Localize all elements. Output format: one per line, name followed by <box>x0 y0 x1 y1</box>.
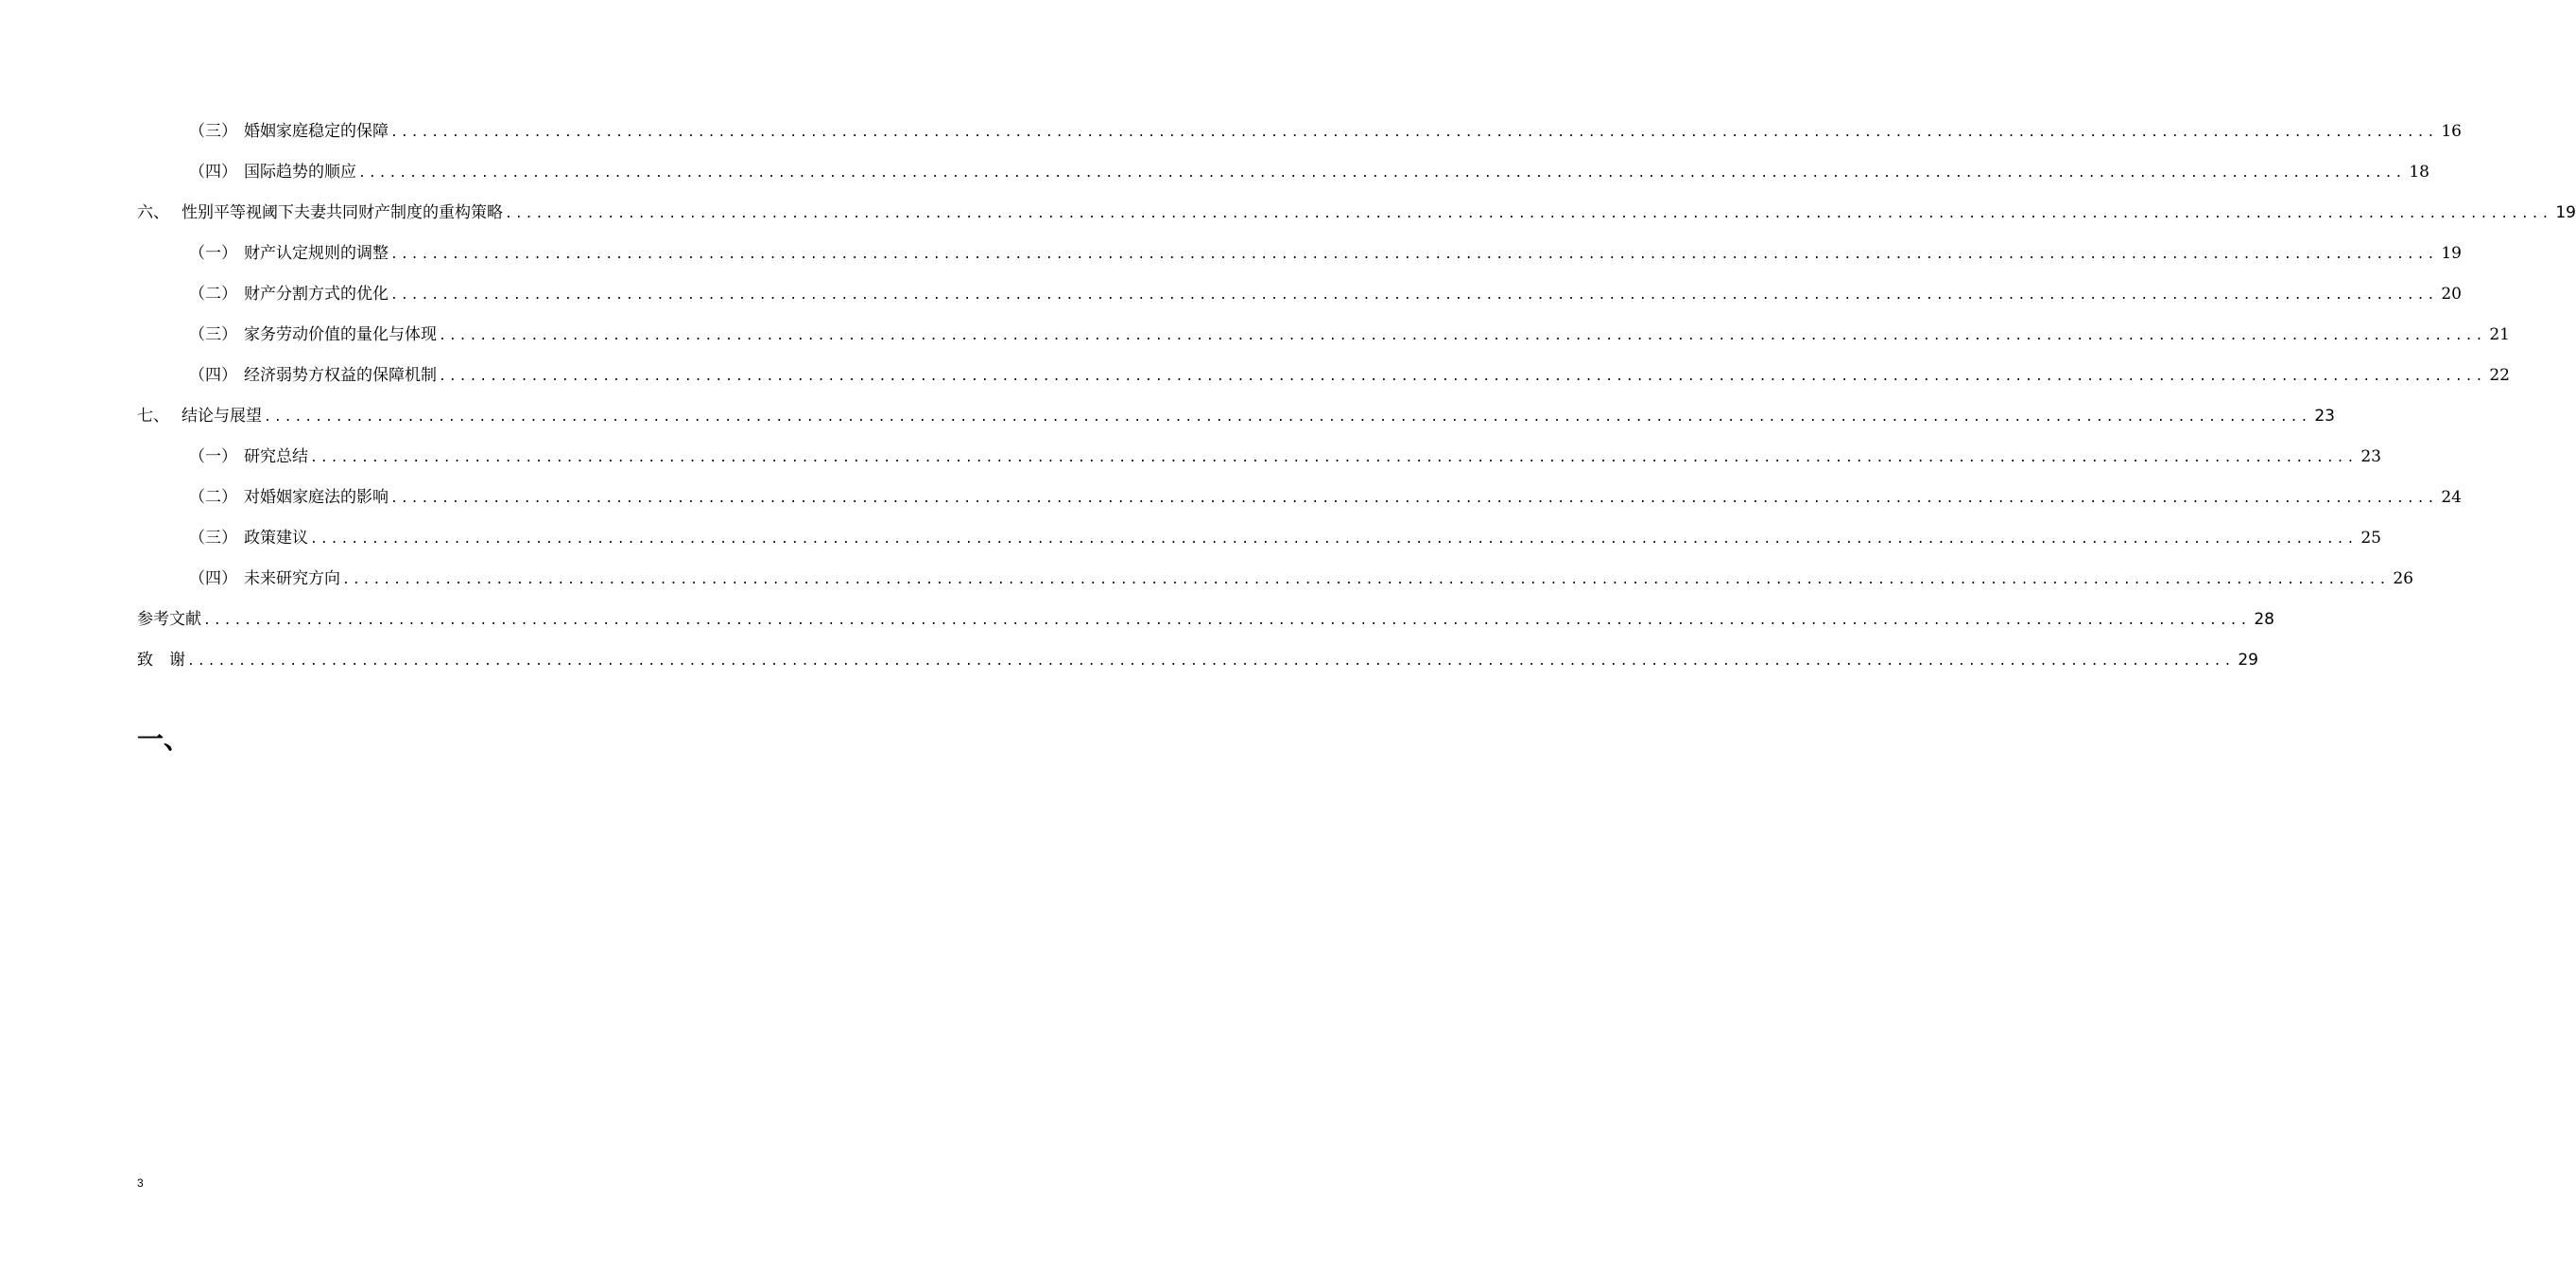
toc-entry[interactable] <box>137 234 2462 274</box>
toc-entry-number: （一） <box>189 447 237 466</box>
toc-entry[interactable] <box>137 518 2381 559</box>
toc-entry-number: （二） <box>189 285 237 304</box>
toc-dot-leader: ........................................................................................................................................................................................................ <box>390 288 2438 303</box>
toc-entry[interactable] <box>137 356 2510 396</box>
toc-entry-page: 21 <box>2489 325 2510 344</box>
toc-entry-title: 财产分割方式的优化 <box>244 285 389 304</box>
toc-entry-title: 未来研究方向 <box>244 569 340 588</box>
toc-dot-leader: ........................................................................................................................................................................................................ <box>439 329 2486 343</box>
toc-entry-number: （四） <box>189 163 237 182</box>
toc-entry[interactable] <box>137 112 2462 152</box>
toc-dot-leader: ........................................................................................................................................................................................................ <box>310 532 2358 547</box>
toc-entry[interactable] <box>137 396 2335 437</box>
toc-entry-title: 财产认定规则的调整 <box>244 244 389 263</box>
toc-entry-number: 六、 <box>137 203 169 222</box>
toc-entry-page: 24 <box>2441 488 2462 507</box>
toc-dot-leader: ........................................................................................................................................................................................................ <box>310 451 2358 465</box>
toc-entry[interactable] <box>137 559 2413 600</box>
toc-dot-leader: ........................................................................................................................................................................................................ <box>390 492 2438 506</box>
toc-dot-leader: ........................................................................................................................................................................................................ <box>187 654 2235 669</box>
toc-entry-title: 经济弱势方权益的保障机制 <box>244 366 437 385</box>
toc-entry-page: 18 <box>2409 163 2429 182</box>
toc-entry-number: 七、 <box>137 407 169 426</box>
toc-entry-title: 参考文献 <box>137 610 201 629</box>
toc-entry-title: 致 谢 <box>137 651 185 670</box>
toc-dot-leader: ........................................................................................................................................................................................................ <box>203 614 2251 628</box>
toc-entry[interactable] <box>137 274 2462 315</box>
toc-entry[interactable] <box>137 437 2381 478</box>
toc-entry-title: 性别平等视阈下夫妻共同财产制度的重构策略 <box>182 203 503 222</box>
toc-entry-title: 对婚姻家庭法的影响 <box>244 488 389 507</box>
toc-entry-page: 29 <box>2238 651 2258 670</box>
toc-entry-page: 23 <box>2314 407 2335 426</box>
toc-entry-number: （四） <box>189 569 237 588</box>
toc-entry-page: 22 <box>2489 366 2510 385</box>
toc-dot-leader: ........................................................................................................................................................................................................ <box>390 248 2438 262</box>
toc-entry-number: （三） <box>189 325 237 344</box>
toc-entry-page: 19 <box>2555 203 2576 222</box>
toc-dot-leader: ........................................................................................................................................................................................................ <box>390 126 2438 140</box>
toc-entry-page: 16 <box>2441 122 2462 141</box>
toc-entry-number: （三） <box>189 122 237 141</box>
toc-entry-page: 23 <box>2360 447 2381 466</box>
toc-entry[interactable] <box>137 315 2510 356</box>
toc-dot-leader: ........................................................................................................................................................................................................ <box>505 207 2552 221</box>
toc-entry[interactable] <box>137 640 2258 681</box>
toc-entry-page: 25 <box>2360 529 2381 548</box>
page-number: 3 <box>137 1176 144 1190</box>
toc-entry-number: （一） <box>189 244 237 263</box>
toc-entry-page: 19 <box>2441 244 2462 263</box>
toc-entry-page: 28 <box>2254 610 2274 629</box>
toc-dot-leader: ........................................................................................................................................................................................................ <box>439 370 2486 384</box>
toc-entry-title: 婚姻家庭稳定的保障 <box>244 122 389 141</box>
toc-entry-title: 政策建议 <box>244 529 308 548</box>
toc-entry-page: 20 <box>2441 285 2462 304</box>
toc-entry[interactable] <box>137 193 2576 234</box>
toc-entry-title: 国际趋势的顺应 <box>244 163 356 182</box>
toc-entry[interactable] <box>137 478 2462 518</box>
toc-entry-title: 结论与展望 <box>182 407 262 426</box>
toc-entry-number: （四） <box>189 366 237 385</box>
toc-entry-number: （三） <box>189 529 237 548</box>
toc-entry-title: 家务劳动价值的量化与体现 <box>244 325 437 344</box>
toc-entry-number: （二） <box>189 488 237 507</box>
table-of-contents <box>137 112 2576 681</box>
toc-entry-title: 研究总结 <box>244 447 308 466</box>
toc-dot-leader: ........................................................................................................................................................................................................ <box>264 410 2311 425</box>
section-heading: 一、 <box>137 723 191 755</box>
toc-entry[interactable] <box>137 600 2274 640</box>
toc-entry[interactable] <box>137 152 2429 193</box>
toc-dot-leader: ........................................................................................................................................................................................................ <box>342 573 2390 587</box>
toc-entry-page: 26 <box>2393 569 2413 588</box>
toc-dot-leader: ........................................................................................................................................................................................................ <box>358 166 2406 181</box>
